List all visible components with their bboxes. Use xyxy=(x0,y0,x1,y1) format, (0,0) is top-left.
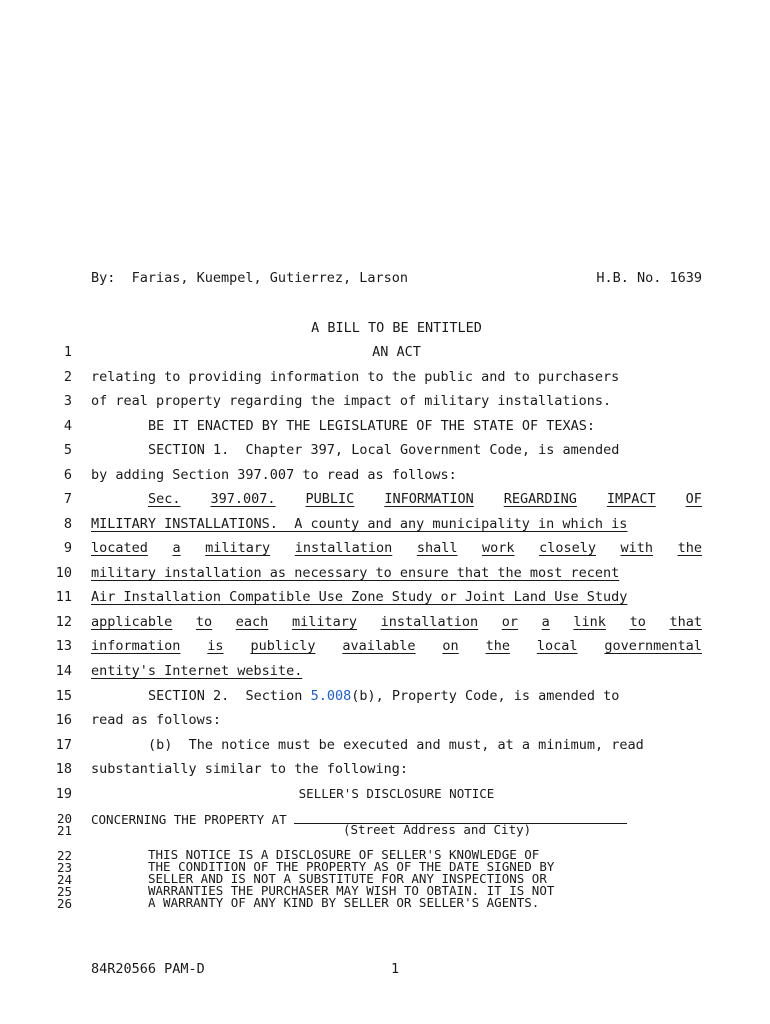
word: link xyxy=(573,614,606,630)
added-text-line xyxy=(91,540,702,556)
authors: By: Farias, Kuempel, Gutierrez, Larson xyxy=(91,270,408,286)
word: PUBLIC xyxy=(305,491,355,507)
word: INFORMATION xyxy=(384,491,474,507)
line-number: 13 xyxy=(55,638,72,654)
section-heading: SECTION 1. Chapter 397, Local Government Code, is amended xyxy=(148,442,620,458)
notice-line: THE CONDITION OF THE PROPERTY AS OF THE DATE SIGNED BY xyxy=(148,859,555,874)
text: CONCERNING THE PROPERTY AT xyxy=(91,812,295,827)
line-number: 3 xyxy=(63,393,72,409)
line-number: 26 xyxy=(56,896,72,911)
word: IMPACT xyxy=(606,491,656,507)
word: that xyxy=(669,614,702,630)
notice-title: SELLER'S DISCLOSURE NOTICE xyxy=(298,786,495,801)
line-number: 14 xyxy=(55,663,72,679)
text: SECTION 2. Section xyxy=(148,688,311,704)
word: installation xyxy=(294,540,393,556)
word: located xyxy=(91,540,148,556)
bill-header xyxy=(91,270,702,286)
word: a xyxy=(541,614,550,630)
word: with xyxy=(620,540,654,556)
notice-line: A WARRANTY OF ANY KIND BY SELLER OR SELLER'S AGENTS. xyxy=(148,895,540,910)
word: local xyxy=(536,638,578,654)
notice-line: WARRANTIES THE PURCHASER MAY WISH TO OBTAIN. IT IS NOT xyxy=(148,883,555,898)
document-code: 84R20566 PAM-D xyxy=(91,961,205,977)
notice-line: THIS NOTICE IS A DISCLOSURE OF SELLER'S KNOWLEDGE OF xyxy=(148,847,540,862)
word: Sec. xyxy=(148,491,181,507)
line-number: 16 xyxy=(55,712,72,728)
section-heading xyxy=(91,688,702,704)
word: publicly xyxy=(250,638,316,654)
bill-caption: A BILL TO BE ENTITLED xyxy=(311,320,482,336)
bill-number: H.B. No. 1639 xyxy=(596,270,702,286)
address-caption: (Street Address and City) xyxy=(343,822,532,837)
added-text-line: MILITARY INSTALLATIONS. A county and any municipality in which is xyxy=(91,516,628,532)
text: (b), Property Code, is amended to xyxy=(351,688,620,704)
line-number: 8 xyxy=(63,516,72,532)
word: the xyxy=(485,638,510,654)
added-text-line xyxy=(91,638,702,654)
underlined-text: entity's Internet website. xyxy=(91,663,303,679)
word: a xyxy=(172,540,181,556)
body-line: (b) The notice must be executed and must, at a minimum, read xyxy=(148,737,644,753)
body-line: of real property regarding the impact of military installations. xyxy=(91,393,612,409)
line-number: 10 xyxy=(55,565,72,581)
added-text-line: military installation as necessary to ensure that the most recent xyxy=(91,565,620,581)
enacting-clause: BE IT ENACTED BY THE LEGISLATURE OF THE STATE OF TEXAS: xyxy=(148,418,596,434)
line-number: 20 xyxy=(56,811,72,826)
line-number: 17 xyxy=(55,737,72,753)
word: information xyxy=(91,638,181,654)
line-number: 11 xyxy=(55,589,72,605)
notice-line: SELLER AND IS NOT A SUBSTITUTE FOR ANY INSPECTIONS OR xyxy=(148,871,547,886)
line-number: 5 xyxy=(63,442,72,458)
word: work xyxy=(482,540,515,556)
added-text-line: Air Installation Compatible Use Zone Study or Joint Land Use Study xyxy=(91,589,628,605)
line-number: 2 xyxy=(63,369,72,385)
word: 397.007. xyxy=(210,491,276,507)
line-number: 6 xyxy=(63,467,72,483)
act-title: AN ACT xyxy=(372,344,421,360)
word: on xyxy=(442,638,459,654)
line-number: 21 xyxy=(56,823,72,838)
word: military xyxy=(291,614,357,630)
line-number: 22 xyxy=(56,848,72,863)
line-number: 25 xyxy=(56,884,72,899)
word: closely xyxy=(539,540,596,556)
line-number: 7 xyxy=(63,491,72,507)
statute-link[interactable]: 5.008 xyxy=(310,688,352,704)
word: governmental xyxy=(604,638,702,654)
body-line: read as follows: xyxy=(91,712,222,728)
line-number: 24 xyxy=(56,872,72,887)
added-text-line xyxy=(91,614,702,630)
word: military xyxy=(205,540,271,556)
word: REGARDING xyxy=(503,491,577,507)
added-text-line xyxy=(148,491,702,507)
page-number: 1 xyxy=(391,961,400,977)
word: to xyxy=(195,614,213,630)
word: each xyxy=(235,614,269,630)
word: is xyxy=(207,638,224,654)
word: to xyxy=(629,614,646,630)
word: OF xyxy=(685,491,702,507)
word: shall xyxy=(416,540,458,556)
line-number: 18 xyxy=(55,761,72,777)
word: the xyxy=(677,540,702,556)
word: applicable xyxy=(91,614,173,630)
word: installation xyxy=(380,614,479,630)
word: or xyxy=(501,614,519,630)
line-number: 19 xyxy=(55,786,72,802)
body-line: relating to providing information to the public and to purchasers xyxy=(91,369,620,385)
line-number: 15 xyxy=(55,688,72,704)
line-number: 23 xyxy=(56,860,72,875)
line-number: 1 xyxy=(63,344,72,360)
body-line: by adding Section 397.007 to read as follows: xyxy=(91,467,457,483)
body-line: substantially similar to the following: xyxy=(91,761,408,777)
line-number: 4 xyxy=(63,418,72,434)
word: available xyxy=(342,638,416,654)
line-number: 12 xyxy=(55,614,72,630)
line-number: 9 xyxy=(63,540,72,556)
added-text-line xyxy=(91,663,702,679)
